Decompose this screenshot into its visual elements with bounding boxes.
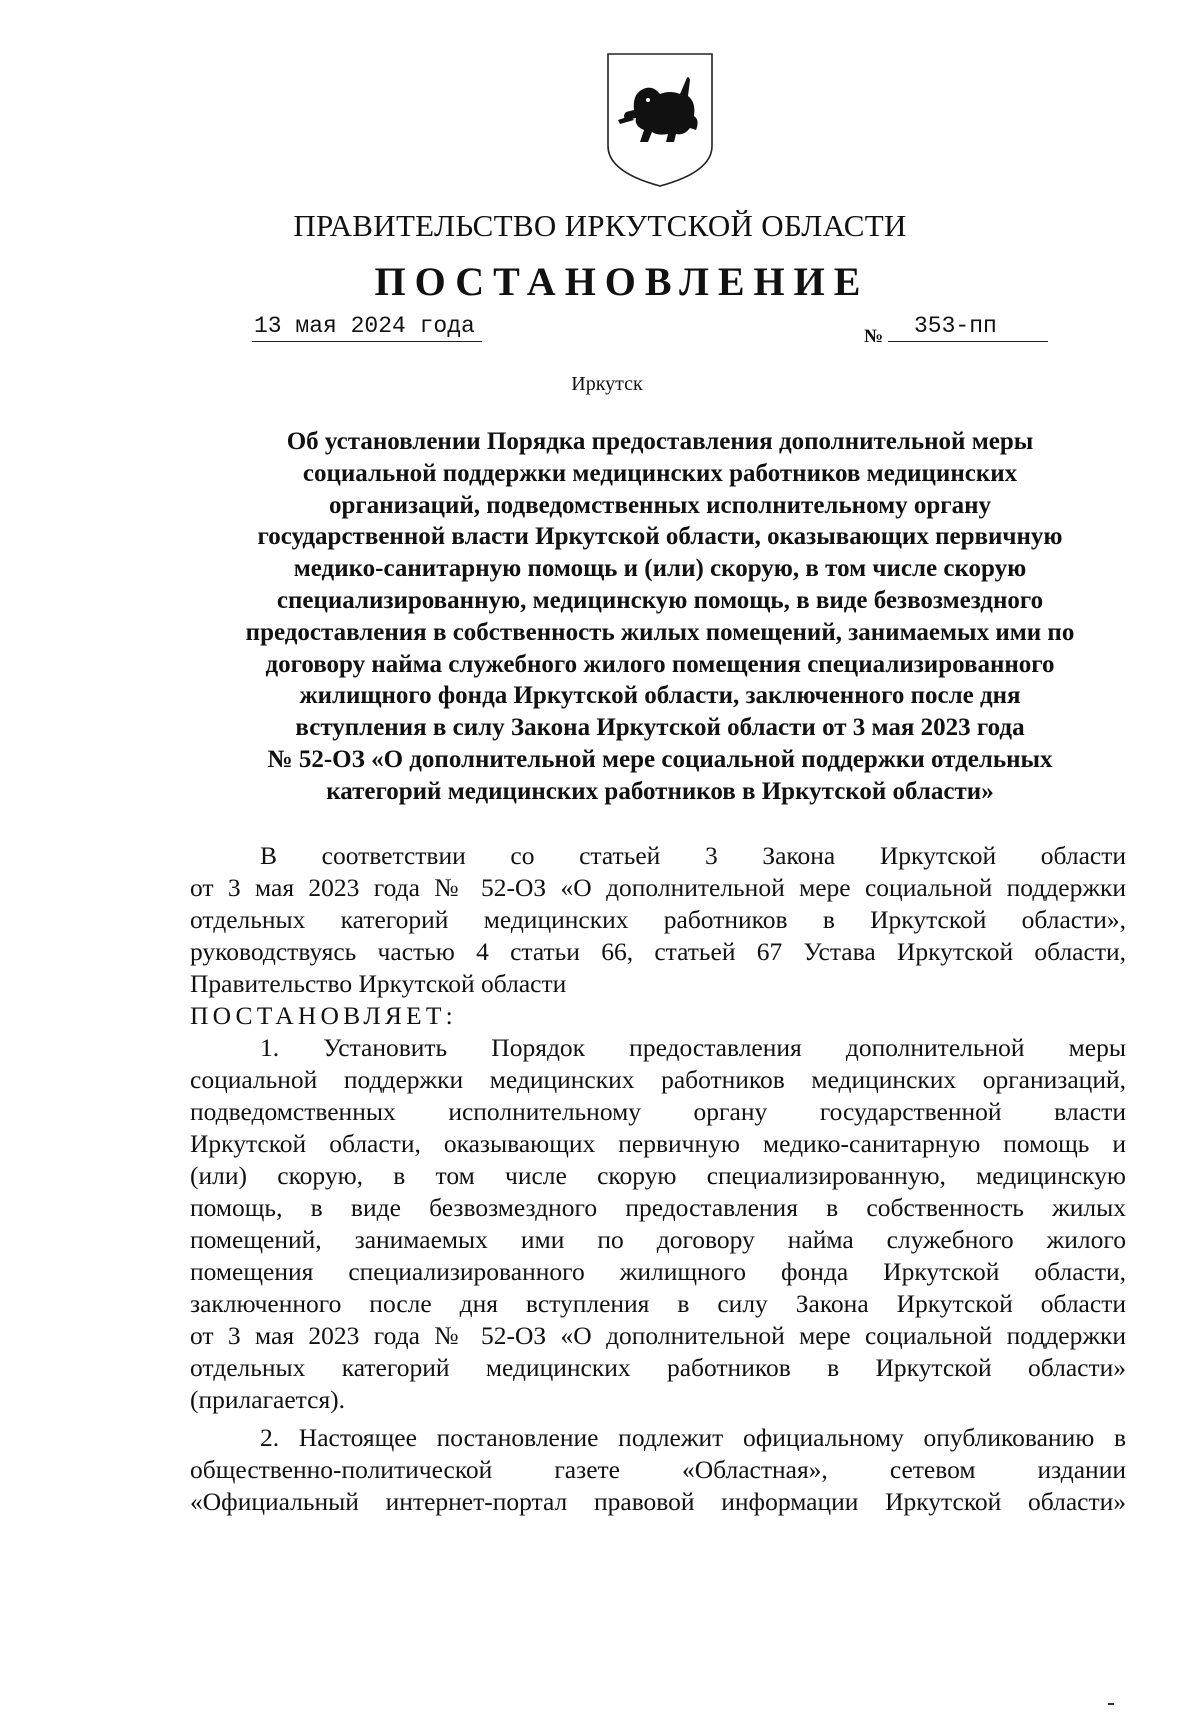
title-line: медико-санитарную помощь и (или) скорую, в том числе скорую — [293, 555, 1027, 583]
title-line: договору найма служебного жилого помещения специализированного — [265, 650, 1055, 678]
title-line: государственной власти Иркутской области, оказывающих первичную — [257, 523, 1063, 551]
item-2-paragraph — [190, 1422, 1126, 1518]
title-line: организаций, подведомственных исполнительному органу — [328, 491, 992, 519]
document-date: 13 мая 2024 года — [252, 313, 482, 342]
body-line: (прилагается). — [190, 1385, 346, 1414]
title-line: Об установлении Порядка предоставления дополнительной меры — [286, 428, 1034, 455]
title-line: предоставления в собственность жилых помещений, занимаемых ими по — [245, 618, 1075, 646]
government-name: ПРАВИТЕЛЬСТВО ИРКУТСКОЙ ОБЛАСТИ — [293, 208, 907, 243]
body-line: общественно-политической газете «Областная», сетевом издании — [190, 1455, 1126, 1484]
coat-of-arms-icon — [604, 50, 716, 190]
document-type: ПОСТАНОВЛЕНИЕ — [374, 259, 870, 304]
title-line: вступления в силу Закона Иркутской области от 3 мая 2023 года — [295, 714, 1025, 742]
item-1-paragraph — [190, 1032, 1126, 1416]
body-line: В соответствии со статьей 3 Закона Иркутской области — [260, 841, 1126, 870]
body-line: отдельных категорий медицинских работников в Иркутской области», — [190, 905, 1126, 934]
body-line: Правительство Иркутской области — [190, 969, 567, 998]
document-body — [190, 840, 1126, 1518]
title-line: жилищного фонда Иркутской области, заключенного после дня — [299, 682, 1021, 710]
body-line: социальной поддержки медицинских работников медицинских организаций, — [190, 1065, 1126, 1094]
body-line: Иркутской области, оказывающих первичную медико-санитарную помощь и — [190, 1129, 1126, 1158]
body-line: помощь, в виде безвозмездного предоставления в собственность жилых — [190, 1193, 1126, 1222]
document-number: 353-пп — [888, 313, 1048, 342]
body-line: руководствуясь частью 4 статьи 66, статьей 67 Устава Иркутской области, — [190, 937, 1126, 966]
body-line: помещений, занимаемых ими по договору найма служебного жилого — [190, 1225, 1126, 1254]
body-line: помещения специализированного жилищного фонда Иркутской области, — [190, 1257, 1126, 1286]
title-line: категорий медицинских работников в Иркутской области» — [326, 777, 994, 805]
scan-mark — [1108, 1703, 1114, 1705]
body-line: заключенного после дня вступления в силу Закона Иркутской области — [190, 1289, 1126, 1318]
document-title — [190, 426, 1130, 808]
number-sign: № — [864, 326, 884, 347]
body-line: (или) скорую, в том числе скорую специализированную, медицинскую — [190, 1161, 1126, 1190]
body-line: 2. Настоящее постановление подлежит официальному опубликованию в — [260, 1423, 1126, 1452]
decree-word: ПОСТАНОВЛЯЕТ: — [190, 1001, 457, 1030]
title-line: социальной поддержки медицинских работников медицинских — [302, 459, 1018, 487]
body-line: от 3 мая 2023 года № 52-ОЗ «О дополнительной мере социальной поддержки — [190, 1321, 1126, 1350]
body-line: от 3 мая 2023 года № 52-ОЗ «О дополнительной мере социальной поддержки — [190, 873, 1126, 902]
title-line: специализированную, медицинскую помощь, в виде безвозмездного — [276, 586, 1044, 614]
preamble-paragraph — [190, 840, 1126, 1000]
body-line: подведомственных исполнительному органу государственной власти — [190, 1097, 1126, 1126]
body-line: отдельных категорий медицинских работников в Иркутской области» — [190, 1353, 1126, 1382]
document-city: Иркутск — [571, 373, 643, 395]
body-line: «Официальный интернет-портал правовой информации Иркутской области» — [190, 1487, 1126, 1516]
title-line: № 52-ОЗ «О дополнительной мере социальной поддержки отдельных — [267, 745, 1053, 773]
body-line: 1. Установить Порядок предоставления дополнительной меры — [260, 1033, 1126, 1062]
